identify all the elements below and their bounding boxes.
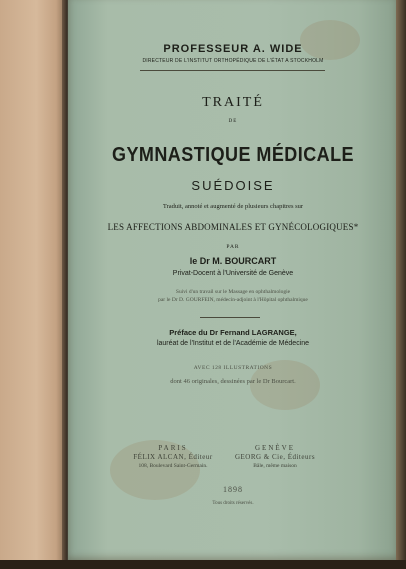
- publication-year: 1898: [223, 485, 243, 494]
- translator-name: le Dr M. BOURCART: [189, 256, 277, 266]
- publisher-paris-city: PARIS: [158, 444, 188, 452]
- rights-notice: Tous droits réservés.: [212, 501, 254, 506]
- preface-line-2: lauréat de l'Institut et de l'Académie de Médecine: [156, 340, 310, 347]
- publisher-geneva-name: GEORG & Cie, Éditeurs: [234, 453, 316, 461]
- title-line-3: SUÉDOISE: [191, 178, 275, 193]
- translation-note: Traduit, annoté et augmenté de plusieurs chapitres sur: [162, 203, 304, 210]
- translator-title: Privat-Docent à l'Université de Genève: [172, 270, 294, 277]
- author-name: PROFESSEUR A. WIDE: [163, 43, 303, 55]
- subject-line: LES AFFECTIONS ABDOMINALES ET GYNÉCOLOGIQUES*: [107, 222, 359, 232]
- author-affiliation: DIRECTEUR DE L'INSTITUT ORTHOPÉDIQUE DE L'ÉTAT A STOCKHOLM: [142, 58, 324, 64]
- publisher-geneva-city: GENÈVE: [255, 444, 295, 452]
- by-label: PAR: [226, 244, 240, 250]
- header-rule: [140, 70, 325, 71]
- illustrations-line-1: AVEC 128 ILLUSTRATIONS: [193, 365, 273, 371]
- illustrations-line-2: dont 46 originales, dessinées par le Dr Bourcart.: [170, 378, 296, 385]
- bottom-shadow: [0, 560, 406, 569]
- title-line-1: TRAITÉ: [202, 95, 264, 110]
- supplement-line-2: par le Dr D. GOURFEIN, médecin-adjoint à l'Hôpital ophthalmique: [158, 297, 308, 303]
- book-title: GYMNASTIQUE MÉDICALE: [111, 144, 355, 166]
- publisher-paris-name: FÉLIX ALCAN, Éditeur: [133, 453, 213, 461]
- preface-line-1: Préface du Dr Fernand LAGRANGE,: [169, 328, 297, 337]
- left-page: [0, 0, 66, 569]
- section-rule: [200, 317, 260, 318]
- page-edge: [396, 0, 406, 569]
- supplement-line-1: Suivi d'un travail sur le Massage en ophthalmologie: [175, 289, 291, 295]
- publisher-paris-address: 108, Boulevard Saint-Germain.: [138, 463, 208, 469]
- title-preposition: DE: [228, 119, 238, 124]
- publisher-geneva-address: Bâle, même maison: [253, 463, 297, 469]
